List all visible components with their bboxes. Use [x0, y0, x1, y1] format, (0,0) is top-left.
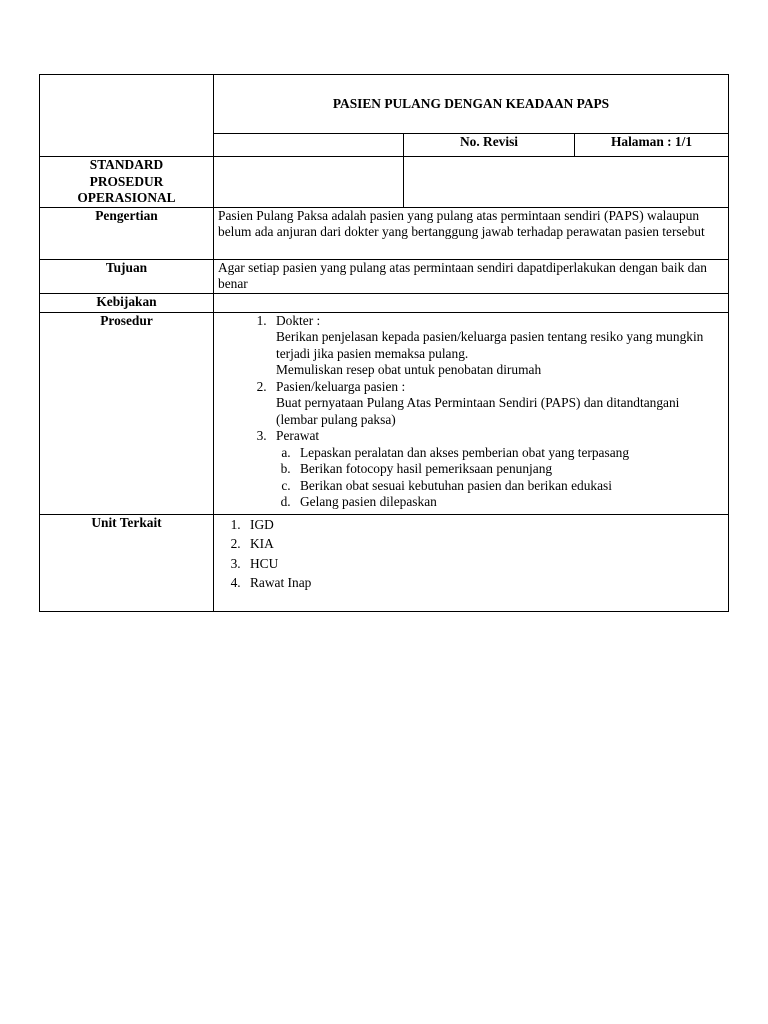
perawat-subitems: [276, 445, 724, 511]
kebijakan-label: Kebijakan: [40, 293, 214, 312]
unit-terkait-label: Unit Terkait: [40, 514, 214, 611]
step-title: 2. Pasien/keluarga pasien :: [276, 378, 406, 394]
tujuan-label: Tujuan: [40, 259, 214, 293]
sop-table: [39, 74, 729, 612]
unit-terkait-content: [214, 514, 729, 611]
no-revisi-label: No. Revisi: [404, 134, 575, 157]
logo-cell: [40, 75, 214, 157]
document-number-cell: [214, 134, 404, 157]
sop-label-line: PROSEDUR: [89, 173, 164, 189]
pengertian-label: Pengertian: [40, 207, 214, 259]
sop-label: [40, 157, 214, 208]
prosedur-step-pasien: [270, 379, 724, 429]
step-title: 3. Perawat: [276, 428, 320, 443]
prosedur-label: Prosedur: [40, 312, 214, 514]
tanggal-terbit-cell: [214, 157, 404, 208]
step-title: 1. Dokter :: [276, 312, 321, 328]
tujuan-text: Agar setiap pasien yang pulang atas permintaan sendiri dapatdiperlakukan dengan baik dan benar: [214, 259, 729, 293]
sop-label-line: STANDARD: [89, 157, 164, 172]
sop-label-line: OPERASIONAL: [77, 190, 176, 205]
unit-item: 1. IGD: [244, 515, 724, 535]
prosedur-steps: [218, 313, 724, 511]
unit-item: 3. HCU: [244, 554, 724, 574]
perawat-subitem: a. Lepaskan peralatan dan akses pemberian obat yang terpasang: [294, 445, 724, 462]
perawat-subitem: b. Berikan fotocopy hasil pemeriksaan penunjang: [294, 461, 724, 478]
prosedur-step-perawat: [270, 428, 724, 511]
step-line: Buat pernyataan Pulang Atas Permintaan Sendiri (PAPS) dan ditandtangani (lembar pulang paksa): [276, 395, 680, 427]
unit-list: [218, 515, 724, 593]
document-title: PASIEN PULANG DENGAN KEADAAN PAPS: [214, 75, 729, 134]
unit-item: 2. KIA: [244, 534, 724, 554]
unit-item: 4. Rawat Inap: [244, 573, 724, 593]
pengertian-text: Pasien Pulang Paksa adalah pasien yang pulang atas permintaan sendiri (PAPS) walaupun belum ada anjuran dari dokter yang bertanggung jawab terhadap perawatan pasien tersebut: [214, 207, 729, 259]
pengesahan-cell: [404, 157, 729, 208]
kebijakan-text: [214, 293, 729, 312]
prosedur-step-dokter: [270, 313, 724, 379]
step-line: Memuliskan resep obat untuk penobatan dirumah: [276, 362, 542, 377]
perawat-subitem: c. Berikan obat sesuai kebutuhan pasien dan berikan edukasi: [294, 478, 724, 495]
halaman-label: Halaman : 1/1: [575, 134, 729, 157]
step-line: Berikan penjelasan kepada pasien/keluarga pasien tentang resiko yang mungkin terjadi jika pasien memaksa pulang.: [276, 329, 704, 361]
prosedur-content: [214, 312, 729, 514]
perawat-subitem: d. Gelang pasien dilepaskan: [294, 494, 724, 511]
